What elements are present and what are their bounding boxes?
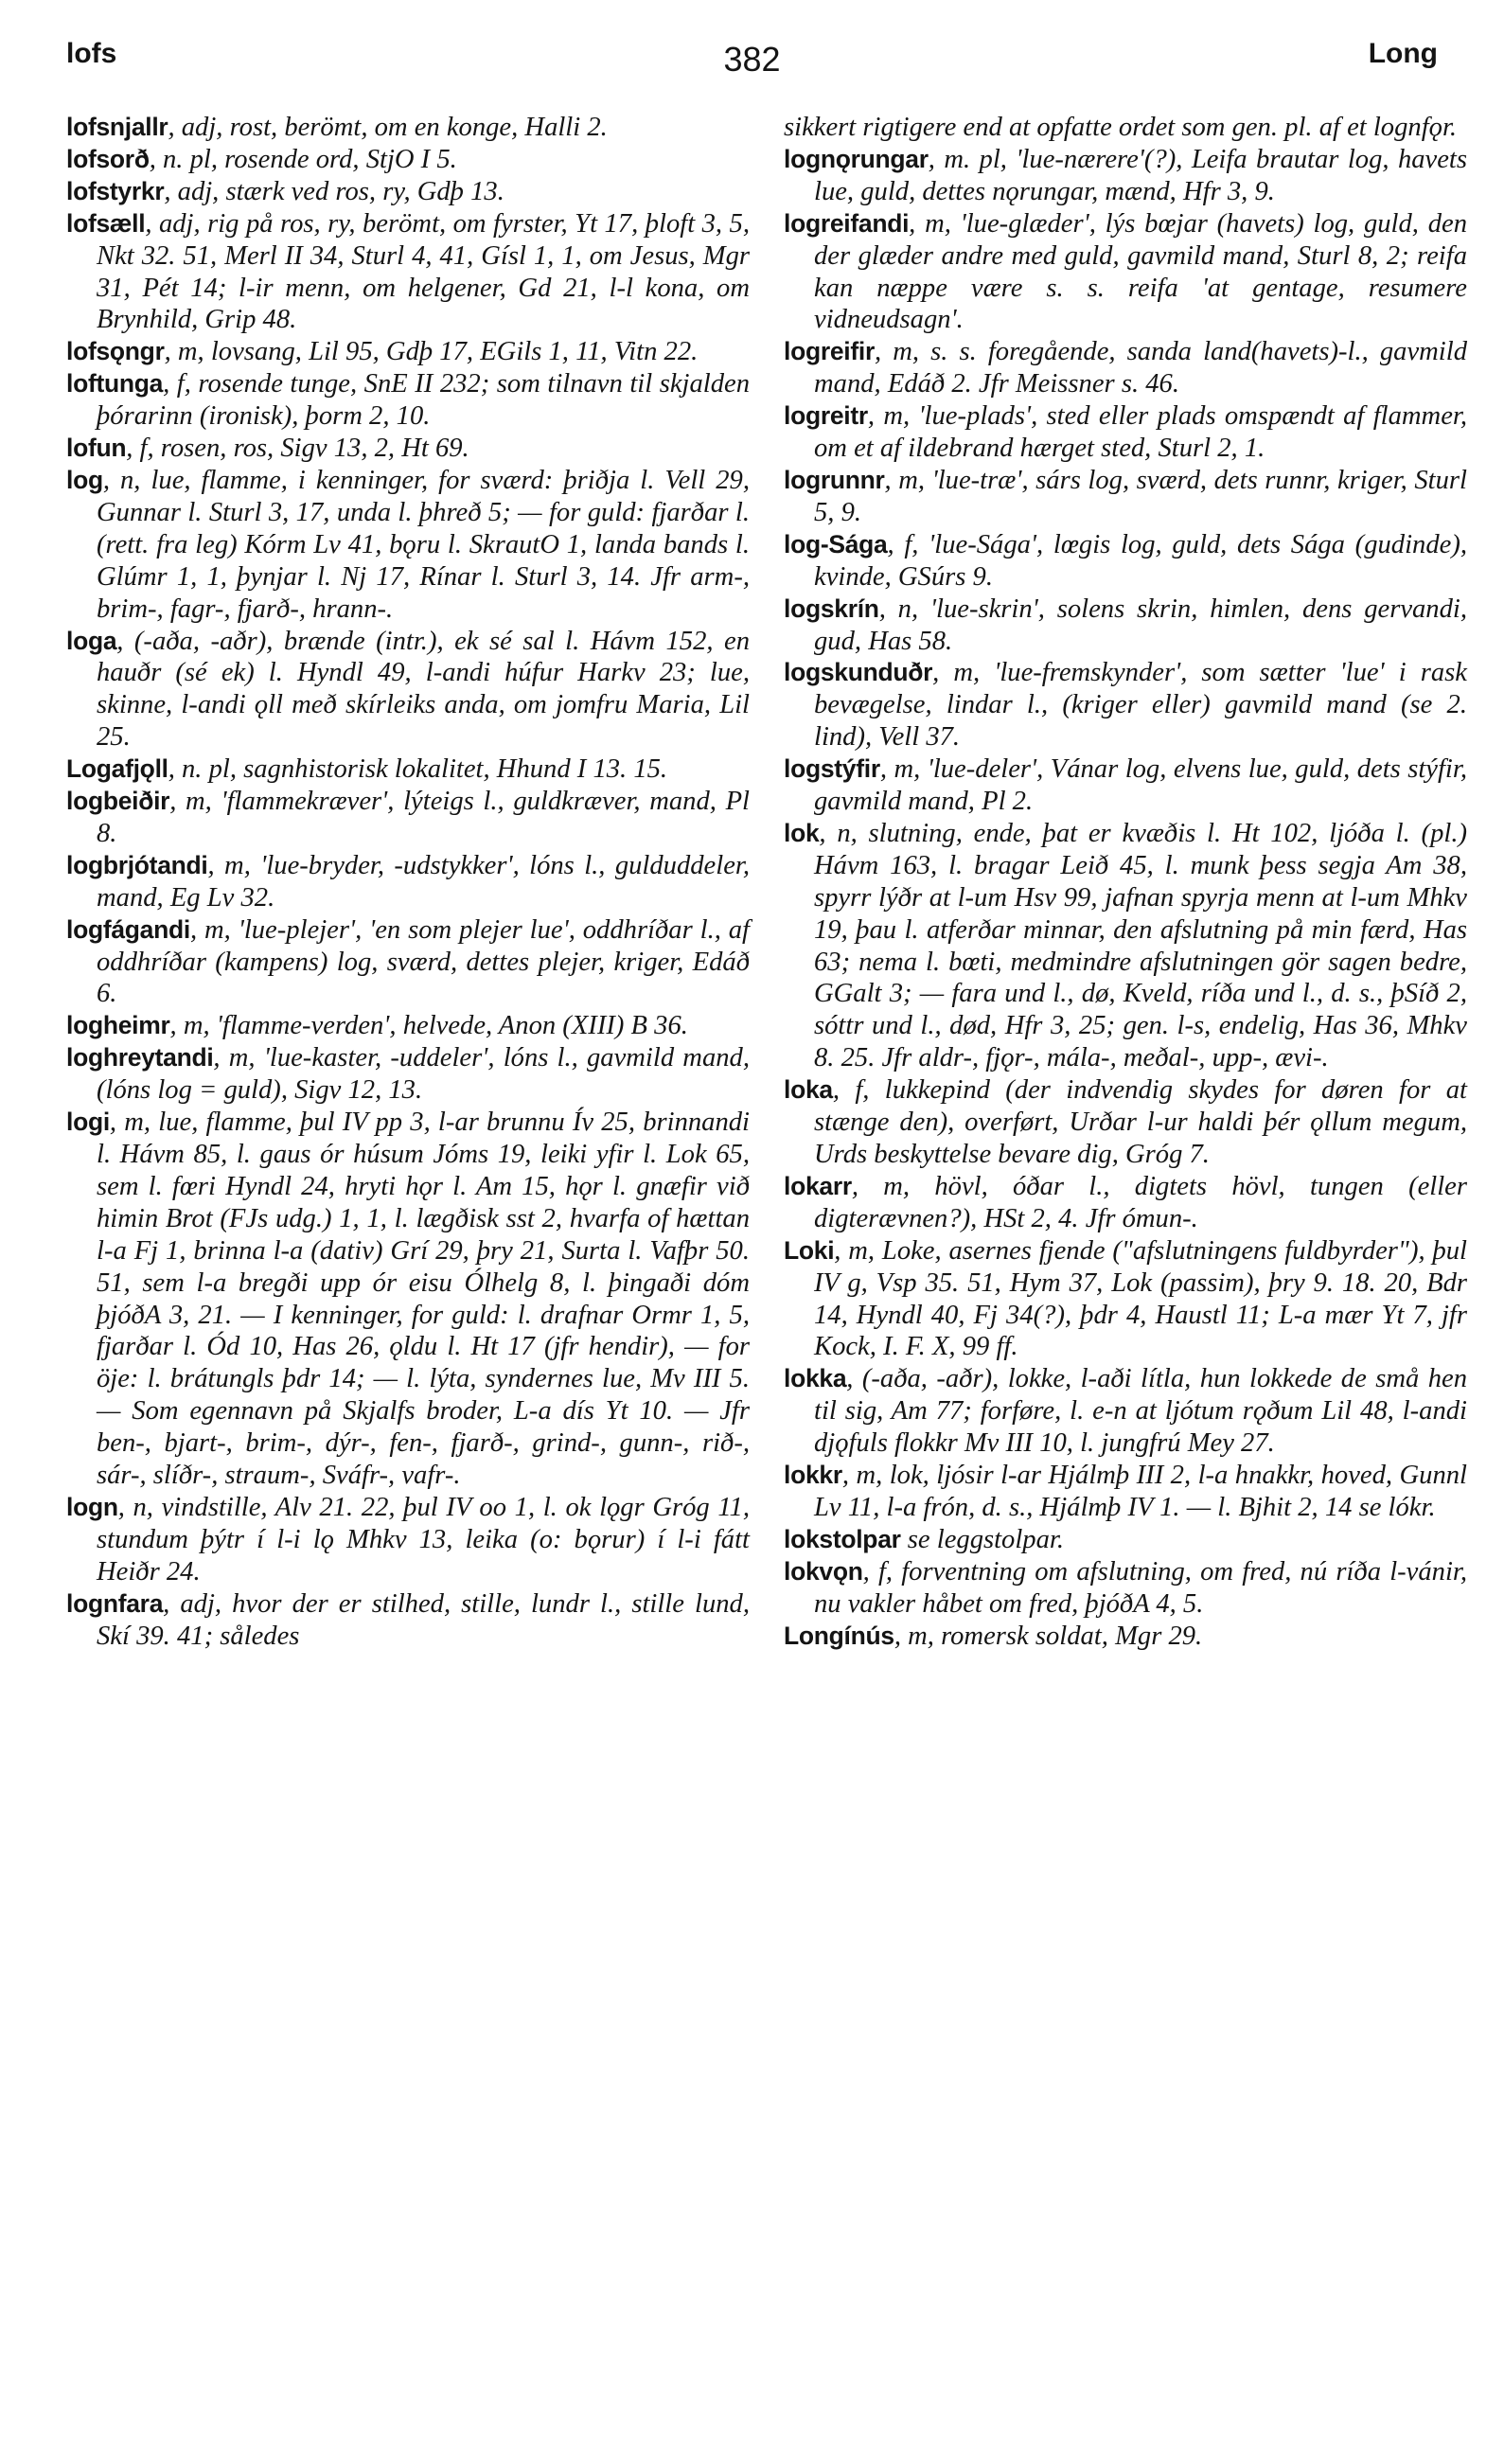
dictionary-entry: [66, 753, 750, 786]
dictionary-entry: [784, 336, 1467, 400]
entry-headword: logreitr: [784, 401, 868, 431]
dictionary-entry: [66, 433, 750, 465]
entry-definition: , adj, rig på ros, ry, berömt, om fyrster, Yt 17, þloft 3, 5, Nkt 32. 51, Merl II 34, Sturl 4, 41, Gísl 1, 1, om Jesus, Mgr 31, Pét 14; l-ir menn, om helgener, Gd 21, l-l kona, om Brynhild, Grip 48.: [97, 208, 750, 335]
entry-headword: logrunnr: [784, 465, 885, 494]
entry-definition: , adj, rost, berömt, om en konge, Halli 2.: [168, 113, 608, 142]
dictionary-entry: [66, 176, 750, 208]
dictionary-entry: [784, 112, 1467, 144]
dictionary-entry: [784, 1460, 1467, 1524]
entry-definition: , n, slutning, ende, þat er kvæðis l. Ht 102, ljóða l. (pl.) Hávm 163, l. bragar Leið 45, l. munk þess segja Am 38, spyrr lýðr at l-um Hsv 99, jafnan spyrja menn at l-um Mhkv 19, þau l. atferðar minnar, den afslutning på min færd, Has 63; nema l. bœti, medmindre afslutningen gör sagen bedre, GGalt 3; — fara und l., dø, Kveld, ríða und l., d. s., þSíð 2, sóttr und l., død, Hfr 3, 25; gen. l-s, endelig, Has 36, Mhkv 8. 25. Jfr aldr-, fjǫr-, mála-, meðal-, upp-, ævi-.: [814, 818, 1467, 1073]
entry-definition: , m. pl, 'lue-nærere'(?), Leifa brautar log, havets lue, guld, dettes nǫrungar, mænd, Hfr 3, 9.: [814, 144, 1467, 206]
entry-definition: , f, 'lue-Sága', lœgis log, guld, dets Sága (gudinde), kvinde, GSúrs 9.: [814, 529, 1467, 592]
entry-headword: Longínús: [784, 1621, 894, 1650]
dictionary-entry: [66, 144, 750, 176]
entry-headword: logfágandi: [66, 914, 190, 944]
dictionary-entry: [66, 626, 750, 754]
dictionary-entry: [66, 336, 750, 368]
entry-headword: loftunga: [66, 369, 164, 399]
entry-headword: logreifandi: [784, 208, 910, 238]
entry-headword: logskrín: [784, 594, 879, 623]
entry-definition: , m, lue, flamme, þul IV pp 3, l-ar brunnu Ív 25, brinnandi l. Hávm 85, l. gaus ór húsum Jóms 19, leiki yfir l. Lok 65, sem l. fœri Hyndl 24, hryti hǫr l. Am 15, hǫr l. gnæfir við himin Brot (FJs udg.) 1, 1, l. lægðisk sst 2, hvarfa of hættan l-a Fj 1, brinna l-a (dativ) Grí 29, þry 21, Surta l. Vafþr 50. 51, sem l-a bregði upp ór eisu Ólhelg 8, l. þingaði dóm þjóðA 3, 21. — I kenninger, for guld: l. drafnar Ormr 1, 5, fjarðar l. Ód 10, Has 26, ǫldu l. Ht 17 (jfr hendir), — for öje: l. brátungls þdr 14; — l. lýta, syndernes lue, Mv III 5. — Som egennavn på Skjalfs broder, L-a dís Yt 10. — Jfr ben-, bjart-, brim-, dýr-, fen-, fjarð-, grind-, gunn-, rið-, sár-, slíðr-, straum-, Sváfr-, vafr-.: [97, 1108, 750, 1491]
entry-headword: loghreytandi: [66, 1043, 214, 1072]
entry-headword: Loki: [784, 1235, 835, 1265]
entry-definition: , n. pl, sagnhistorisk lokalitet, Hhund I 13. 15.: [168, 754, 668, 785]
entry-definition: sikkert rigtigere end at opfatte ordet som gen. pl. af et lognfǫr.: [784, 113, 1458, 142]
entry-headword: lofsorð: [66, 144, 150, 173]
page-number: 382: [723, 40, 781, 79]
entry-definition: , f, rosen, ros, Sigv 13, 2, Ht 69.: [126, 434, 469, 464]
entry-headword: logi: [66, 1108, 110, 1137]
right-column: [784, 112, 1467, 1653]
entry-headword: lokarr: [784, 1171, 852, 1200]
entry-definition: , m, Loke, asernes fjende ("afslutningens fuldbyrder"), þul IV g, Vsp 35. 51, Hym 37, Lok (passim), þry 9. 18. 20, Bdr 14, Hyndl 40, Fj 34(?), þdr 4, Haustl 11; L-a mær Yt 7, jfr Kock, I. F. X, 99 ff.: [814, 1235, 1467, 1362]
entry-definition: , n, vindstille, Alv 21. 22, þul IV oo 1, l. ok lǫgr Gróg 11, stundum þýtr í l-i lǫ Mhkv 13, leika (o: bǫrur) í l-i fátt Heiðr 24.: [97, 1492, 750, 1587]
entry-definition: , m, 'lue-fremskynder', som sætter 'lue' i rask bevægelse, lindar l., (kriger eller) gavmild mand (se 2. lind), Vell 37.: [814, 658, 1467, 753]
dictionary-entry: [784, 818, 1467, 1074]
dictionary-entry: [784, 753, 1467, 818]
dictionary-entry: [784, 529, 1467, 594]
entry-definition: , m, 'flamme-verden', helvede, Anon (XIII) B 36.: [169, 1011, 688, 1041]
dictionary-entry: [784, 594, 1467, 658]
entry-definition: , m, 'lue-kaster, -uddeler', lóns l., gavmild mand, (lóns log = guld), Sigv 12, 13.: [97, 1043, 750, 1106]
dictionary-entry: [66, 1042, 750, 1107]
entry-headword: lognfara: [66, 1588, 164, 1618]
dictionary-entry: [66, 465, 750, 626]
entry-definition: , m, 'lue-bryder, -udstykker', lóns l., gulduddeler, mand, Eg Lv 32.: [97, 850, 750, 913]
dictionary-entry: [66, 914, 750, 1011]
dictionary-entry: [784, 400, 1467, 465]
entry-headword: lokka: [784, 1364, 847, 1393]
dictionary-entry: [784, 1556, 1467, 1621]
entry-definition: se leggstolpar.: [900, 1524, 1064, 1554]
entry-definition: , adj, hvor der er stilhed, stille, lundr l., stille lund, Skí 39. 41; således: [97, 1588, 750, 1651]
entry-headword: logbrjótandi: [66, 850, 208, 879]
entry-headword: lokstolpar: [784, 1524, 901, 1553]
entry-definition: , n, 'lue-skrin', solens skrin, himlen, dens gervandi, gud, Has 58.: [814, 594, 1467, 656]
dictionary-entry: [784, 1524, 1467, 1556]
page-header: [66, 38, 1438, 85]
dictionary-entry: [784, 1171, 1467, 1235]
dictionary-entry: [66, 112, 750, 144]
entry-headword: loka: [784, 1075, 833, 1105]
dictionary-entry: [784, 1235, 1467, 1364]
entry-definition: , f, lukkepind (der indvendig skydes for døren for at stænge den), overført, Urðar l-ur haldi þér ǫllum megum, Urds beskyttelse bevare dig, Gróg 7.: [814, 1075, 1467, 1169]
entry-definition: , n, lue, flamme, i kenninger, for sværd: þriðja l. Vell 29, Gunnar l. Sturl 3, 17, unda l. þhreð 5; — for guld: fjarðar l. (rett. fra leg) Kórm Lv 41, bǫru l. SkrautO 1, landa bands l. Glúmr 1, 1, þynjar l. Nj 17, Rínar l. Sturl 3, 14. Jfr arm-, brim-, fagr-, fjarð-, hrann-.: [97, 465, 750, 624]
entry-definition: , (-aða, -aðr), lokke, l-aði lítla, hun lokkede de små hen til sig, Am 77; forføre, l. e-n at ljótum rǫðum Lil 48, l-andi djǫfuls flokkr Mv III 10, l. jungfrú Mey 27.: [814, 1364, 1467, 1459]
dictionary-entry: [66, 850, 750, 914]
entry-headword: loga: [66, 626, 117, 655]
dictionary-entry: [784, 1074, 1467, 1171]
right-guideword: Long: [1368, 38, 1438, 69]
dictionary-entry: [66, 368, 750, 433]
entry-definition: , f, forventning om afslutning, om fred, nú ríða l-vánir, nu vakler håbet om fred, þjóðA 4, 5.: [814, 1556, 1467, 1619]
left-guideword: lofs: [66, 38, 117, 69]
entry-definition: , f, rosende tunge, SnE II 232; som tilnavn til skjalden þórarinn (ironisk), þorm 2, 10.: [97, 369, 750, 432]
entry-definition: , m, 'lue-træ', sárs log, sværd, dets runnr, kriger, Sturl 5, 9.: [814, 465, 1467, 527]
entry-headword: log: [66, 465, 103, 494]
dictionary-entry: [784, 144, 1467, 208]
entry-headword: lofstyrkr: [66, 176, 165, 205]
entry-definition: , m, lovsang, Lil 95, Gdþ 17, EGils 1, 11, Vitn 22.: [164, 337, 699, 367]
entry-headword: lofsnjallr: [66, 113, 168, 141]
entry-headword: lofsǫngr: [66, 337, 165, 366]
entry-definition: , n. pl, rosende ord, StjO I 5.: [149, 144, 457, 174]
dictionary-entry: [784, 1363, 1467, 1460]
entry-headword: Logafjǫll: [66, 754, 168, 784]
dictionary-entry: [66, 1107, 750, 1492]
entry-headword: logn: [66, 1492, 118, 1521]
dictionary-entry: [66, 208, 750, 337]
entry-definition: , (-aða, -aðr), brænde (intr.), ek sé sal l. Hávm 152, en hauðr (sé ek) l. Hyndl 49, l-andi húfur Harkv 23; lue, skinne, l-andi ǫll með skírleiks anda, om jomfru Maria, Lil 25.: [97, 626, 750, 753]
dictionary-entry: [784, 465, 1467, 529]
entry-definition: , m, 'lue-glæder', lýs bœjar (havets) log, guld, den der glæder andre med guld, gavmild mand, Sturl 8, 2; reifa kan næppe være s. s. reifa 'at gentage, resumere vidneudsagn'.: [814, 208, 1467, 335]
entry-headword: lofsæll: [66, 208, 146, 238]
entry-definition: , m, romersk soldat, Mgr 29.: [894, 1621, 1203, 1651]
entry-headword: lokvǫn: [784, 1556, 863, 1586]
dictionary-entry: [784, 657, 1467, 753]
entry-headword: lognǫrungar: [784, 144, 929, 173]
entry-definition: , m, 'lue-plejer', 'en som plejer lue', oddhríðar l., af oddhríðar (kampens) log, sværd, dettes plejer, kriger, Edáð 6.: [97, 914, 750, 1009]
dictionary-entry: [784, 1621, 1467, 1653]
entry-definition: , m, 'flammekræver', lýteigs l., guldkræver, mand, Pl 8.: [97, 787, 750, 848]
entry-headword: log-Sága: [784, 529, 888, 558]
entry-definition: , m, 'lue-deler', Vánar log, elvens lue, guld, dets stýfir, gavmild mand, Pl 2.: [814, 754, 1467, 817]
dictionary-entry: [66, 1588, 750, 1653]
entry-definition: , m, 'lue-plads', sted eller plads omspændt af flammer, om et af ildebrand hærget sted, Sturl 2, 1.: [814, 401, 1467, 464]
entry-headword: logskunduðr: [784, 658, 933, 687]
left-column: [66, 112, 750, 1653]
entry-headword: logbeiðir: [66, 787, 170, 816]
entry-definition: , adj, stærk ved ros, ry, Gdþ 13.: [164, 176, 504, 206]
dictionary-entry: [66, 1492, 750, 1588]
entry-headword: lofun: [66, 434, 127, 463]
entry-headword: lok: [784, 818, 820, 847]
entry-headword: logreifir: [784, 337, 875, 366]
entry-definition: , m, hövl, óðar l., digtets hövl, tungen (eller digterævnen?), HSt 2, 4. Jfr ómun-.: [814, 1171, 1467, 1233]
entry-headword: logstýfir: [784, 754, 880, 784]
entry-definition: , m, lok, ljósir l-ar Hjálmþ III 2, l-a hnakkr, hoved, Gunnl Lv 11, l-a frón, d. s., Hjálmþ IV 1. — l. Bjhit 2, 14 se lókr.: [814, 1461, 1467, 1522]
entry-headword: logheimr: [66, 1011, 170, 1040]
dictionary-entry: [66, 786, 750, 850]
dictionary-entry: [66, 1010, 750, 1042]
entry-definition: , m, s. s. foregående, sanda land(havets)-l., gavmild mand, Edáð 2. Jfr Meissner s. 46.: [814, 337, 1467, 399]
dictionary-entry: [784, 208, 1467, 337]
entry-headword: lokkr: [784, 1461, 842, 1490]
